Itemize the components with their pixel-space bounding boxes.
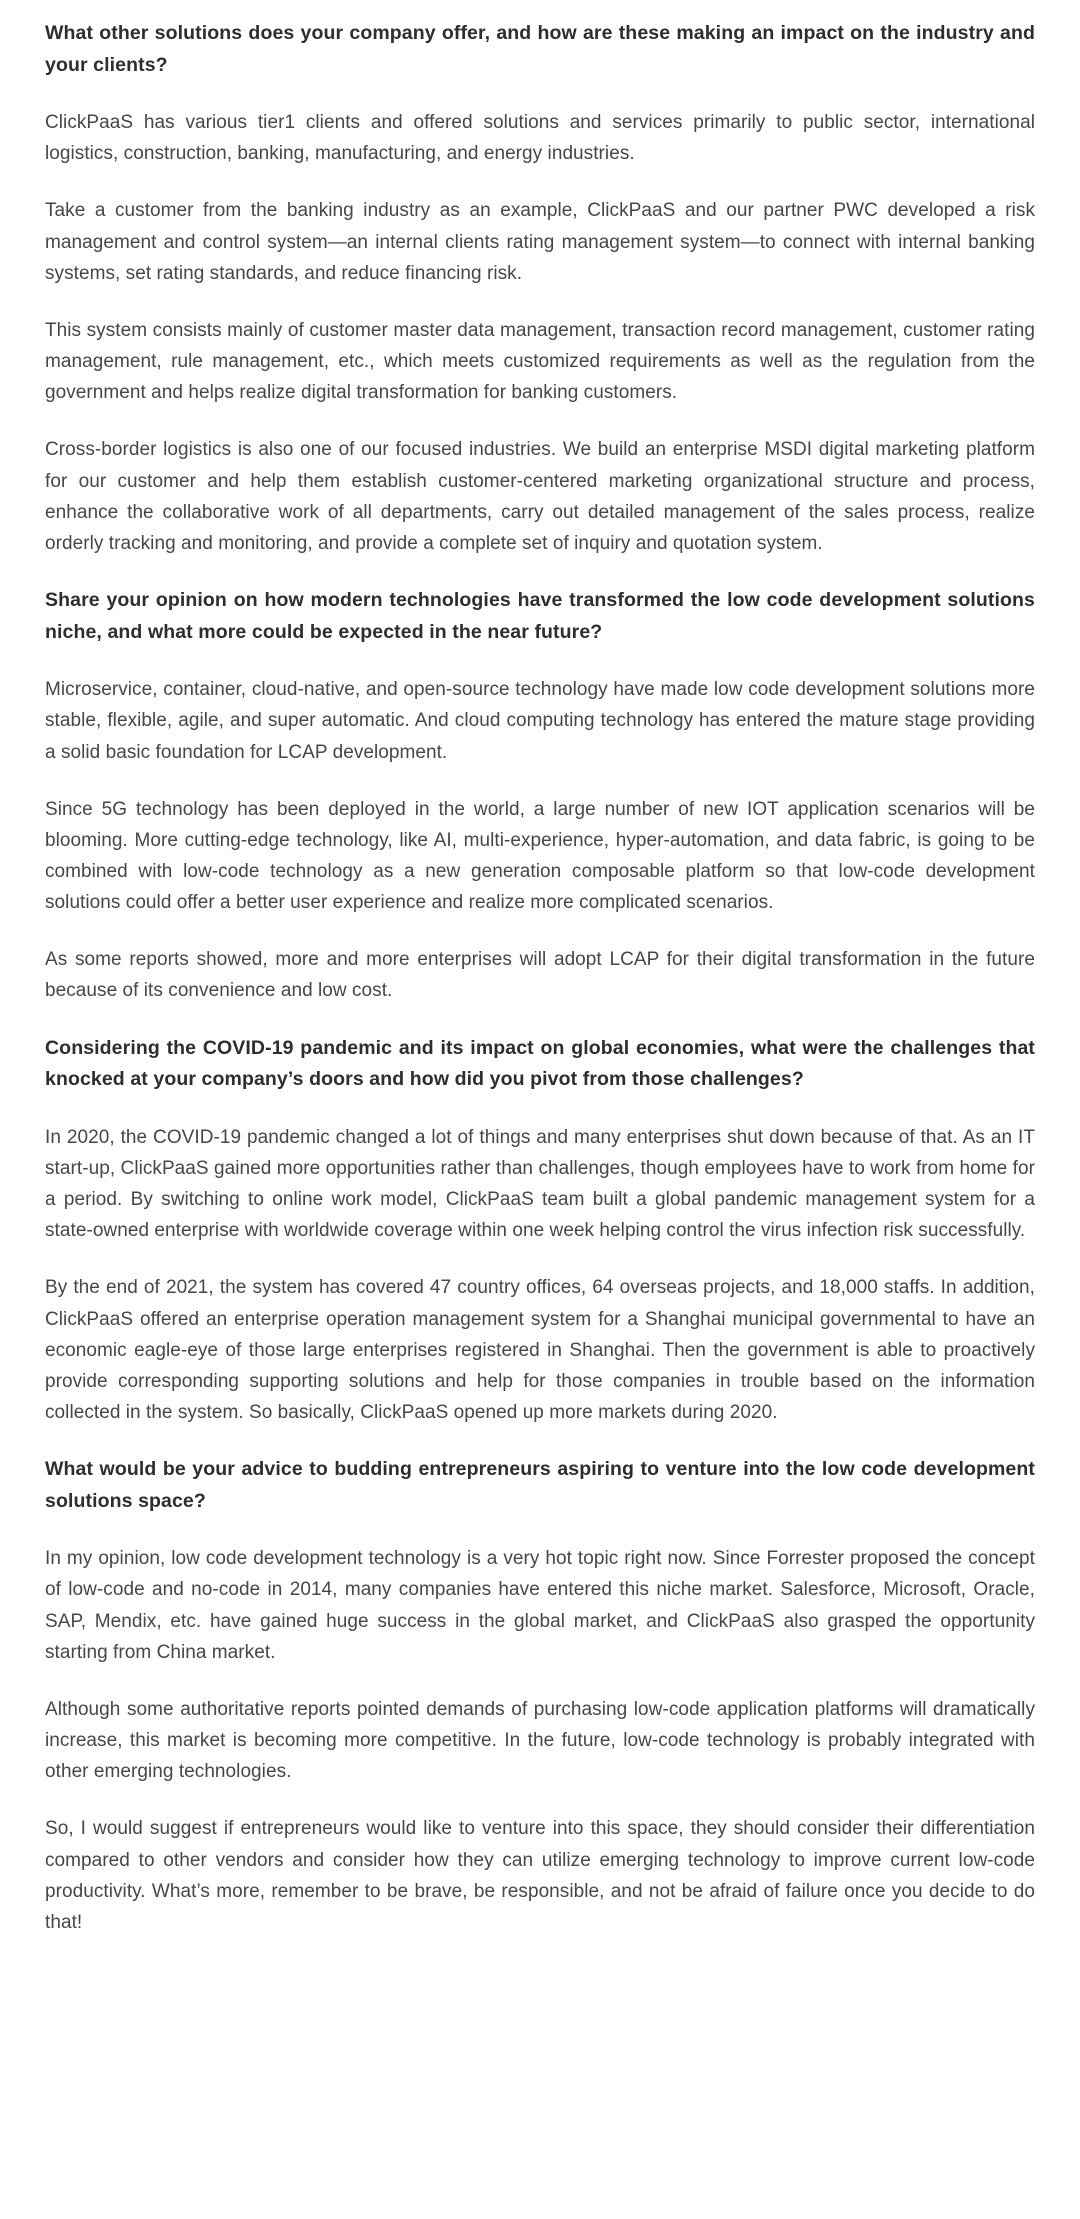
interview-answer-paragraph: So, I would suggest if entrepreneurs would like to venture into this space, they should consider their differentiation compared to other vendors and consider how they can utilize emerging technology to improve current low-code productivity. What’s more, remember to be brave, be responsible, and not be afraid of failure once you decide to do that! [45,1818,1035,1933]
interview-answer-paragraph: In my opinion, low code development technology is a very hot topic right now. Since Forrester proposed the concept of low-code and no-code in 2014, many companies have entered this niche market. Salesforce, Microsoft, Oracle, SAP, Mendix, etc. have gained huge success in the global market, and ClickPaaS also grasped the opportunity starting from China market. [45,1548,1035,1663]
interview-answer-paragraph: This system consists mainly of customer master data management, transaction record management, customer rating management, rule management, etc., which meets customized requirements as well as the regulation from the government and helps realize digital transformation for banking customers. [45,319,1035,404]
interview-answer-paragraph: In 2020, the COVID-19 pandemic changed a lot of things and many enterprises shut down because of that. As an IT start-up, ClickPaaS gained more opportunities rather than challenges, though employees have to work from home for a period. By switching to online work model, ClickPaaS team built a global pandemic management system for a state-owned enterprise with worldwide coverage within one week helping control the virus infection risk successfully. [45,1126,1035,1242]
interview-answer-paragraph: Since 5G technology has been deployed in the world, a large number of new IOT application scenarios will be blooming. More cutting-edge technology, like AI, multi-experience, hyper-automation, and data fabric, is going to be combined with low-code technology as a new generation composable platform so that low-code development solutions could offer a better user experience and realize more complicated scenarios. [45,798,1035,914]
interview-answer-paragraph: As some reports showed, more and more enterprises will adopt LCAP for their digital transformation in the future because of its convenience and low cost. [45,949,1035,1002]
interview-question: Considering the COVID-19 pandemic and its impact on global economies, what were the challenges that knocked at your company’s doors and how did you pivot from those challenges? [45,1036,1035,1091]
interview-question: What would be your advice to budding entrepreneurs aspiring to venture into the low code development solutions space? [45,1458,1035,1512]
interview-answer-paragraph: Take a customer from the banking industry as an example, ClickPaaS and our partner PWC developed a risk management and control system—an internal clients rating management system—to connect with internal banking systems, set rating standards, and reduce financing risk. [45,200,1035,284]
interview-answer-paragraph: Although some authoritative reports pointed demands of purchasing low-code application platforms will dramatically increase, this market is becoming more competitive. In the future, low-code technology is probably integrated with other emerging technologies. [45,1698,1035,1783]
interview-answer-paragraph: Cross-border logistics is also one of our focused industries. We build an enterprise MSDI digital marketing platform for our customer and help them establish customer-centered marketing organizational structure and process, enhance the collaborative work of all departments, carry out detailed management of the sales process, realize orderly tracking and monitoring, and provide a complete set of inquiry and quotation system. [45,439,1035,554]
interview-answer-paragraph: By the end of 2021, the system has covered 47 country offices, 64 overseas projects, and 18,000 staffs. In addition, ClickPaaS offered an enterprise operation management system for a Shanghai municipal governmental to have an economic eagle-eye of those large enterprises registered in Shanghai. Then the government is able to proactively provide corresponding supporting solutions and help for those companies in trouble based on the information collected in the system. So basically, ClickPaaS opened up more markets during 2020. [45,1277,1035,1423]
interview-question: Share your opinion on how modern technologies have transformed the low code development solutions niche, and what more could be expected in the near future? [45,589,1035,643]
interview-answer-paragraph: Microservice, container, cloud-native, and open-source technology have made low code development solutions more stable, flexible, agile, and super automatic. And cloud computing technology has entered the mature stage providing a solid basic foundation for LCAP development. [45,679,1035,763]
interview-question: What other solutions does your company offer, and how are these making an impact on the industry and your clients? [45,22,1035,76]
interview-answer-paragraph: ClickPaaS has various tier1 clients and offered solutions and services primarily to public sector, international logistics, construction, banking, manufacturing, and energy industries. [45,112,1035,165]
